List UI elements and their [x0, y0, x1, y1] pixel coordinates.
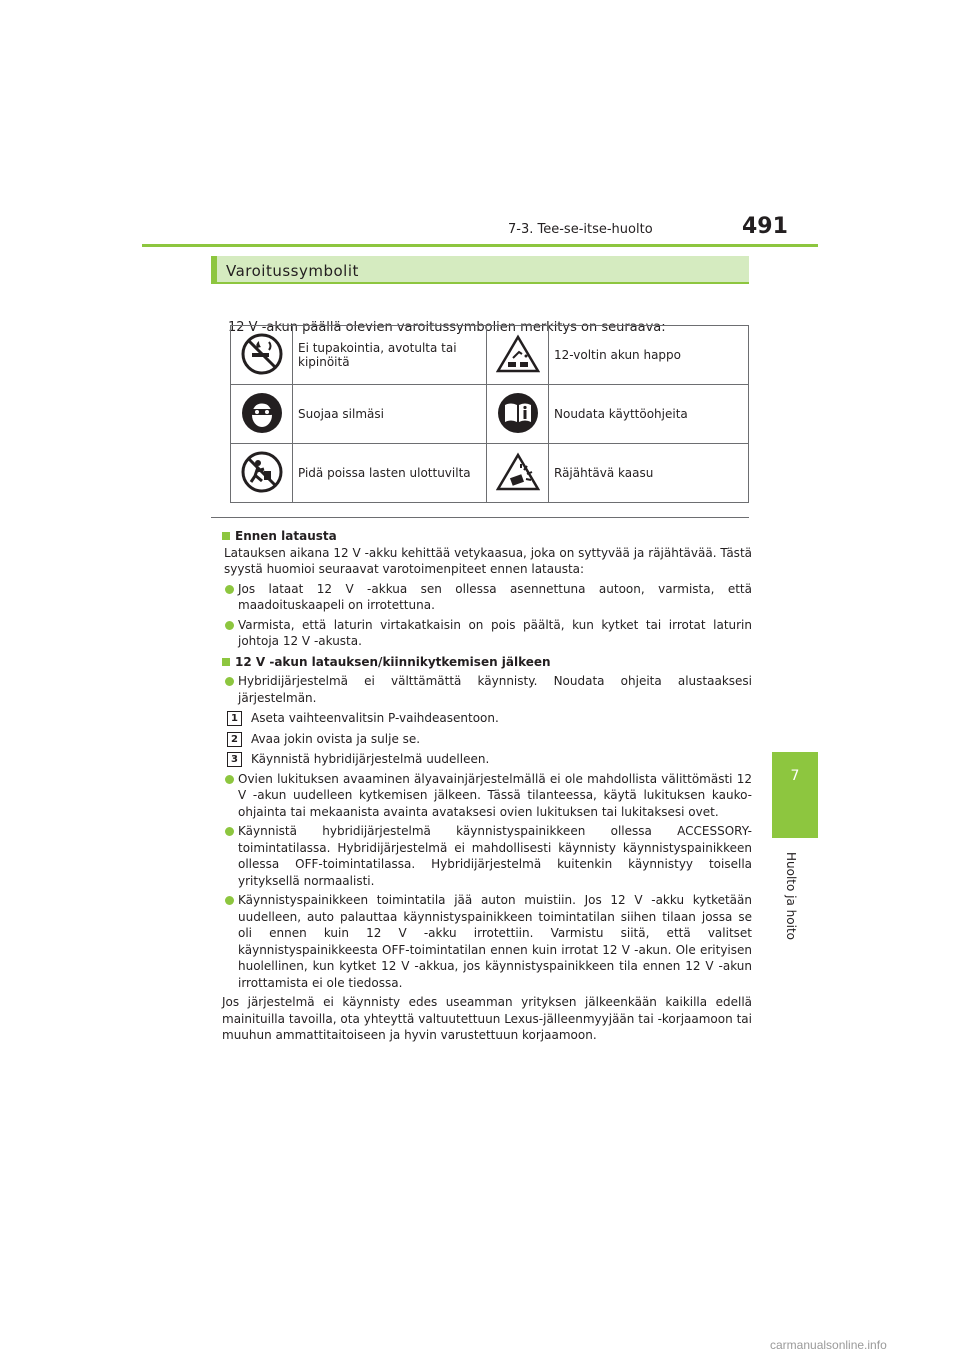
- page-number: 491: [742, 214, 788, 239]
- symbol-cell: [487, 444, 549, 503]
- after-charging-heading: 12 V -akun latauksen/kiinnikytkemisen jälkeen: [222, 654, 752, 671]
- read-manual-icon: [497, 392, 539, 437]
- list-item: Hybridijärjestelmä ei välttämättä käynnisty. Noudata ohjeita alustaaksesi järjestelmän.: [222, 673, 752, 706]
- chapter-label: Huolto ja hoito: [784, 852, 798, 940]
- symbol-description: Suojaa silmäsi: [293, 385, 487, 444]
- symbol-description: 12-voltin akun happo: [549, 326, 749, 385]
- no-smoking-icon: [241, 333, 283, 378]
- list-item: Käynnistyspainikkeen toimintatila jää auton muistiin. Jos 12 V -akku kytketään uudelleen, auto palauttaa käynnistyspainikkeen toimintatilan siihen tilaan jossa se oli ennen kuin 12 V -akku irrotettiin. Varmistu siitä, että valitset käynnistyspainikkeesta OFF-toimintatilan ennen kuin irrotat 12 V -akun. Ole erityisen huolellinen, kun kytket 12 V -akkua, jos käynnistyspainikkeen tila ennen 12 V -akun irrottamista ei ole tiedossa.: [222, 892, 752, 991]
- header-rule: [142, 244, 818, 247]
- symbol-description: Noudata käyttöohjeita: [549, 385, 749, 444]
- symbol-cell: [231, 385, 293, 444]
- before-charging-text: Latauksen aikana 12 V -akku kehittää vetykaasua, joka on syttyvää ja räjähtävää. Tästä syystä huomioi seuraavat varotoimenpiteet ennen latausta:: [224, 545, 752, 576]
- symbol-description: Ei tupakointia, avotulta tai kipinöitä: [293, 326, 487, 385]
- before-charging-heading: Ennen latausta: [222, 528, 752, 545]
- step-number: 3: [227, 752, 242, 767]
- symbol-cell: [487, 385, 549, 444]
- chapter-number: 7: [790, 768, 800, 784]
- list-item: Ovien lukituksen avaaminen älyavainjärjestelmällä ei ole mahdollista välittömästi 12 V -akun uudelleen kytkemisen jälkeen. Tässä tilanteessa, käytä lukituksen kauko-ohjainta tai mekaanista avainta avataksesi ovien lukituksen tai lukitaksesi ovet.: [222, 771, 752, 821]
- step-number: 1: [227, 711, 242, 726]
- header-section-title: 7-3. Tee-se-itse-huolto: [508, 222, 653, 237]
- explosive-gas-icon: [496, 452, 540, 495]
- symbol-row: [231, 444, 749, 503]
- chapter-tab: [772, 752, 818, 838]
- step-item: [222, 751, 752, 768]
- symbol-row: [231, 385, 749, 444]
- step-text: Aseta vaihteenvalitsin P-vaihdeasentoon.: [251, 711, 499, 725]
- symbol-cell: [231, 444, 293, 503]
- list-item: Käynnistä hybridijärjestelmä käynnistyspainikkeen ollessa ACCESSORY-toimintatilassa. Hybridijärjestelmä ei mahdollisesti käynnisty käynnistyspainikkeen ollessa OFF-toimintatilassa. Hybridijärjestelmä kuitenkin käynnistyy toisella yrityksellä normaalisti.: [222, 823, 752, 889]
- body-text: [222, 528, 752, 1044]
- closing-paragraph: Jos järjestelmä ei käynnisty edes useamman yrityksen jälkeenkään kaikilla edellä mainituilla tavoilla, ota yhteyttä valtuutettuun Lexus-jälleenmyyjään tai -korjaamoon tai muuhun ammattitaitoiseen ja hyvin varustettuun korjaamoon.: [222, 995, 752, 1042]
- symbol-table: [230, 325, 749, 503]
- battery-acid-icon: [496, 334, 540, 377]
- list-item: Varmista, että laturin virtakatkaisin on pois päältä, kun kytket tai irrotat laturin johtoja 12 V -akusta.: [222, 617, 752, 650]
- step-number: 2: [227, 732, 242, 747]
- list-item: Jos lataat 12 V -akkua sen ollessa asennettuna autoon, varmista, että maadoituskaapeli on irrotettuna.: [222, 581, 752, 614]
- watermark: carmanualsonline.info: [770, 1338, 887, 1352]
- step-text: Avaa jokin ovista ja sulje se.: [251, 731, 421, 746]
- step-item: [222, 710, 752, 727]
- section-divider: [211, 517, 749, 518]
- section-title: Varoitussymbolit: [226, 262, 359, 280]
- eye-protection-icon: [241, 392, 283, 437]
- step-item: [222, 731, 752, 748]
- step-text: Käynnistä hybridijärjestelmä uudelleen.: [251, 752, 490, 766]
- symbol-description: Räjähtävä kaasu: [549, 444, 749, 503]
- symbol-cell: [231, 326, 293, 385]
- symbol-row: [231, 326, 749, 385]
- keep-from-children-icon: [241, 451, 283, 496]
- symbol-description: Pidä poissa lasten ulottuvilta: [293, 444, 487, 503]
- intro-text: 12 V -akun päällä olevien varoitussymbolien merkitys on seuraava:: [228, 320, 666, 335]
- symbol-cell: [487, 326, 549, 385]
